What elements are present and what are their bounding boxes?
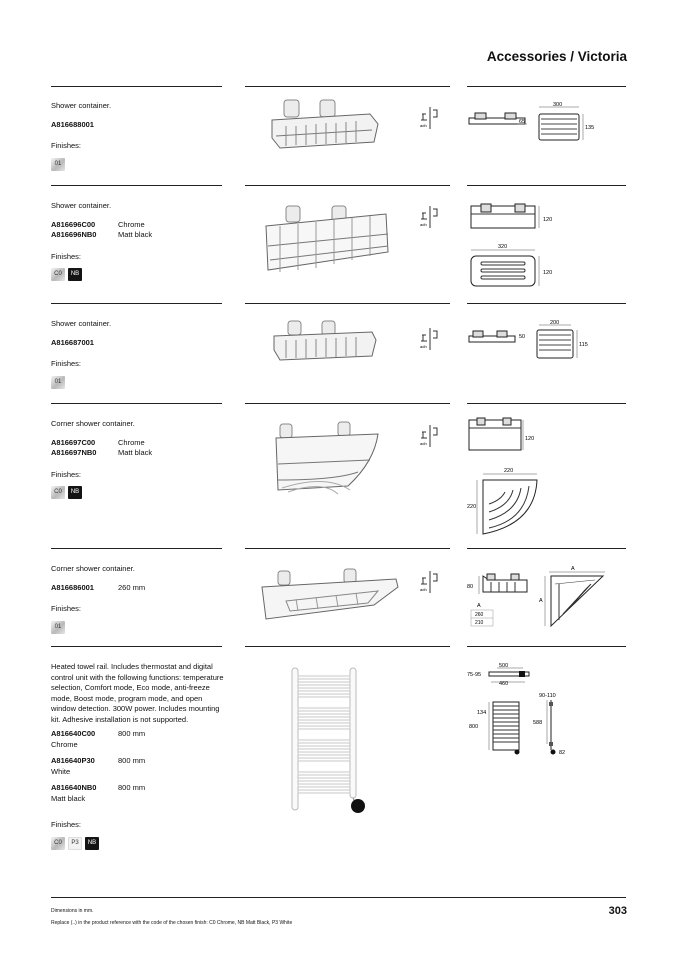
dim-label: 80 [467, 584, 474, 590]
dim-label: A [571, 566, 575, 572]
finish-swatch-chrome: 01 [51, 376, 65, 389]
footer-note: Replace (..) in the product reference with the code of the chosen finish: C0 Chrome, NB Matt Black, P3 White [51, 920, 293, 926]
dim-label: 65 [519, 119, 526, 125]
dimension-drawing [467, 660, 607, 770]
dim-label: 75-95 [467, 672, 482, 678]
divider [245, 548, 450, 549]
divider [467, 548, 626, 549]
svg-text:adh: adh [420, 441, 427, 446]
dimension-drawing [467, 98, 602, 148]
product-photo [256, 565, 404, 625]
product-description: Corner shower container. [51, 564, 135, 573]
divider [51, 303, 222, 304]
product-finish-label: Chrome [118, 437, 145, 447]
wall-mount-icon [418, 205, 442, 229]
wall-mount-icon [418, 106, 442, 130]
product-description: Corner shower container. [51, 419, 135, 428]
product-photo [262, 96, 382, 158]
product-photo [258, 200, 396, 282]
divider [245, 185, 450, 186]
footer-divider [51, 897, 626, 898]
finishes-label: Finishes: [51, 359, 82, 368]
product-photo [270, 318, 380, 366]
product-code: A816640P30 [51, 756, 95, 765]
dim-label: 120 [543, 217, 553, 223]
dim-label: A [477, 603, 481, 609]
product-finish-label: Matt black [118, 230, 153, 239]
product-code: A816640NB0 [51, 783, 97, 792]
finish-swatch-chrome: C0 [51, 486, 65, 499]
dim-label: 500 [499, 663, 509, 669]
finishes-label: Finishes: [51, 251, 82, 261]
divider [467, 185, 626, 186]
dim-label: 134 [477, 710, 487, 716]
divider [467, 86, 626, 87]
product-description: Shower container. [51, 319, 112, 328]
dim-label: A [539, 598, 543, 604]
divider [245, 646, 450, 647]
product-code: A816686001 [51, 582, 94, 592]
dim-label: 82 [559, 750, 566, 756]
product-block [51, 319, 226, 389]
divider [51, 646, 222, 647]
dim-label: 210 [475, 620, 484, 626]
dim-label: 90-110 [539, 693, 556, 699]
dim-label: 135 [585, 125, 595, 131]
product-block [51, 101, 226, 171]
product-finish-label: White [51, 766, 71, 776]
dim-label: 50 [519, 334, 526, 340]
wall-mount-icon [418, 570, 442, 594]
dim-label: 120 [543, 270, 553, 276]
dim-label: 588 [533, 720, 543, 726]
finish-swatch-chrome: 01 [51, 621, 65, 634]
product-size-label: 800 mm [118, 729, 146, 738]
svg-text:adh: adh [420, 587, 427, 592]
product-code: A816696C00 [51, 219, 96, 229]
svg-text:adh: adh [420, 344, 427, 349]
product-size-label: 800 mm [118, 783, 146, 792]
page-number: 303 [608, 905, 627, 917]
product-code: A816687001 [51, 337, 94, 347]
divider [467, 646, 626, 647]
product-description: Shower container. [51, 101, 112, 110]
svg-text:adh: adh [420, 222, 427, 227]
dim-label: 200 [550, 320, 560, 326]
product-description: Shower container. [51, 201, 112, 210]
product-code: A816696NB0 [51, 230, 97, 239]
divider [467, 303, 626, 304]
dimension-drawing [467, 414, 602, 539]
finish-swatch-chrome: C0 [51, 268, 65, 281]
dim-label: 220 [467, 504, 477, 510]
wall-mount-icon [418, 424, 442, 448]
dim-label: 120 [525, 436, 535, 442]
product-photo [286, 664, 370, 820]
dimension-drawing [467, 316, 602, 366]
finish-swatch-chrome: C0 [51, 837, 65, 850]
product-block [51, 201, 226, 281]
finish-swatch-white: P3 [68, 837, 82, 850]
dim-label: 260 [475, 612, 484, 618]
product-code: A816697NB0 [51, 448, 97, 457]
finish-swatch-black: NB [85, 837, 99, 850]
dim-label: 115 [579, 342, 588, 348]
finish-swatch-black: NB [68, 486, 82, 499]
page-title: Accessories / Victoria [486, 49, 627, 64]
product-size-label: 260 mm [118, 582, 146, 592]
dim-label: 220 [504, 468, 514, 474]
wall-mount-icon [418, 327, 442, 351]
finish-swatch-chrome: 01 [51, 158, 65, 171]
finishes-label: Finishes: [51, 469, 82, 479]
product-finish-label: Chrome [51, 739, 78, 749]
product-size-label: 800 mm [118, 756, 146, 765]
product-block [51, 564, 226, 634]
finishes-label: Finishes: [51, 141, 82, 150]
divider [51, 86, 222, 87]
footer-note: Dimensions in mm. [51, 908, 94, 914]
svg-text:adh: adh [420, 123, 427, 128]
finishes-label: Finishes: [51, 604, 82, 613]
finishes-label: Finishes: [51, 820, 82, 829]
divider [51, 548, 222, 549]
product-block [51, 662, 226, 850]
product-code: A816697C00 [51, 437, 96, 447]
dim-label: 460 [499, 681, 509, 687]
finish-swatch-black: NB [68, 268, 82, 281]
product-code: A816640C00 [51, 729, 96, 738]
divider [51, 185, 222, 186]
product-code: A816688001 [51, 119, 94, 129]
dimension-drawing [467, 562, 607, 632]
dim-label: 300 [553, 102, 563, 108]
dim-label: 320 [498, 244, 508, 250]
product-description: Heated towel rail. Includes thermostat and digital control unit with the following functions: temperature selection, Comfort mode, Eco mode, anti-freeze mode, Boost mode, program mode, and open window detection. 300W power. Includes mounting kit. Adhesive installation is not supported. [51, 662, 224, 724]
product-photo [266, 416, 386, 500]
divider [467, 403, 626, 404]
product-finish-label: Chrome [118, 219, 145, 229]
product-finish-label: Matt black [118, 448, 153, 457]
divider [245, 303, 450, 304]
divider [51, 403, 222, 404]
dimension-drawing [467, 198, 602, 290]
divider [245, 403, 450, 404]
product-finish-label: Matt black [51, 793, 86, 803]
dim-label: 800 [469, 724, 479, 730]
product-block [51, 419, 226, 499]
divider [245, 86, 450, 87]
